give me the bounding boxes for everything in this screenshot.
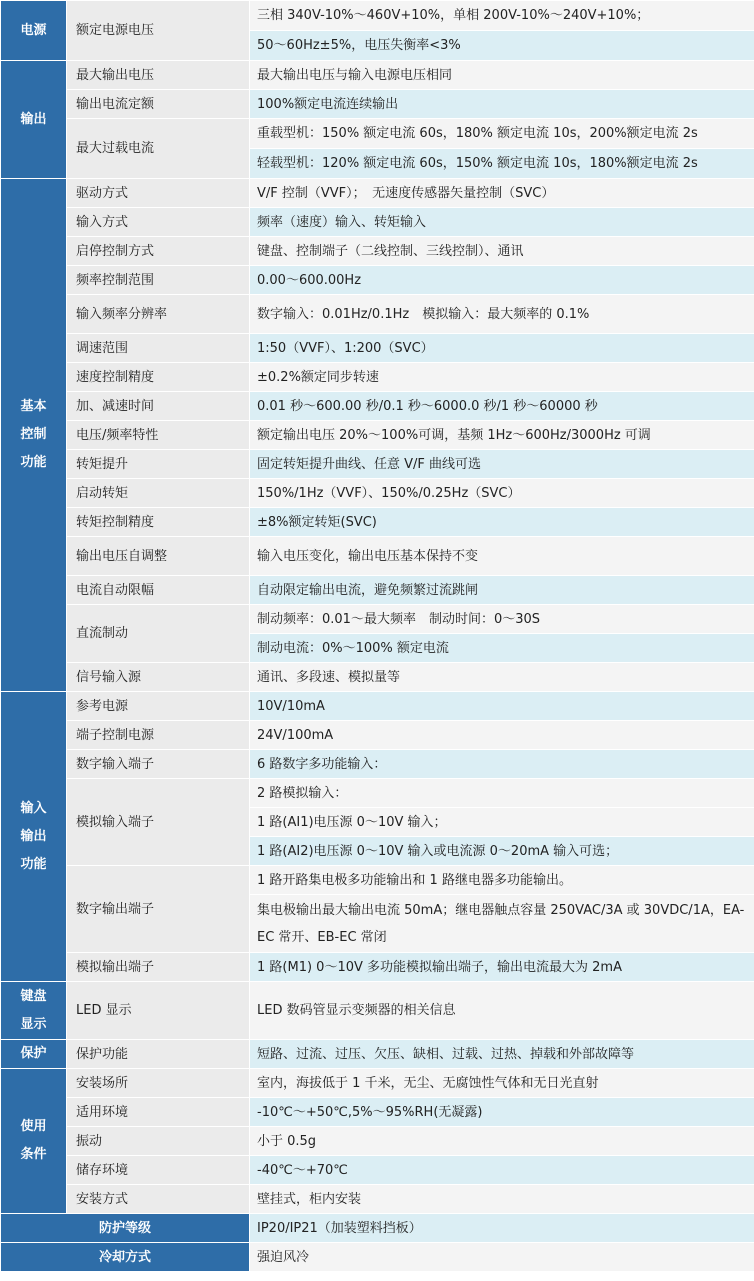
value-cell: V/F 控制（VVF）； 无速度传感器矢量控制（SVC）: [250, 179, 754, 208]
param-installation-site: 安装场所: [67, 1069, 250, 1098]
value-cell: 小于 0.5g: [250, 1127, 754, 1156]
param-analog-input-terminal: 模拟输入端子: [67, 779, 250, 866]
value-cell: 通讯、多段速、模拟量等: [250, 663, 754, 692]
value-cell: 键盘、控制端子（二线控制、三线控制）、通讯: [250, 237, 754, 266]
value-cell: 制动电流：0%～100% 额定电流: [250, 634, 754, 663]
value-cell: -40℃～+70℃: [250, 1156, 754, 1185]
category-power: 电源: [1, 1, 67, 61]
value-cell: 50～60Hz±5%，电压失衡率<3%: [250, 31, 754, 61]
value-cell: 制动频率：0.01～最大频率 制动时间：0～30S: [250, 605, 754, 634]
category-output: 输出: [1, 61, 67, 179]
value-cell: IP20/IP21（加装塑料挡板）: [250, 1214, 754, 1243]
category-io: 输入输出功能: [1, 692, 67, 982]
value-cell: 集电极输出最大输出电流 50mA；继电器触点容量 250VAC/3A 或 30VDC/1A，EA-EC 常开、EB-EC 常闭: [250, 895, 754, 953]
value-cell: 100%额定电流连续输出: [250, 90, 754, 119]
category-protection: 保护: [1, 1040, 67, 1069]
param-rated-voltage: 额定电源电压: [67, 1, 250, 61]
param-start-stop-control: 启停控制方式: [67, 237, 250, 266]
value-cell: 三相 340V-10%～460V+10%，单相 200V-10%～240V+10%；: [250, 1, 754, 31]
value-cell: 固定转矩提升曲线、任意 V/F 曲线可选: [250, 450, 754, 479]
value-cell: 1 路(AI1)电压源 0～10V 输入；: [250, 808, 754, 837]
param-frequency-range: 频率控制范围: [67, 266, 250, 295]
category-cooling-method: 冷却方式: [1, 1243, 250, 1272]
value-cell: 输入电压变化，输出电压基本保持不变: [250, 537, 754, 576]
value-cell: 强迫风冷: [250, 1243, 754, 1272]
value-cell: 1 路开路集电极多功能输出和 1 路继电器多功能输出。: [250, 866, 754, 895]
param-output-voltage-auto-adjust: 输出电压自调整: [67, 537, 250, 576]
value-cell: 轻载型机：120% 额定电流 60s，150% 额定电流 10s，180%额定电流 2s: [250, 149, 754, 179]
param-analog-output-terminal: 模拟输出端子: [67, 953, 250, 982]
category-keypad-display: 键盘显示: [1, 982, 67, 1040]
param-speed-accuracy: 速度控制精度: [67, 363, 250, 392]
param-installation-method: 安装方式: [67, 1185, 250, 1214]
value-cell: 150%/1Hz（VVF）、150%/0.25Hz（SVC）: [250, 479, 754, 508]
param-vf-characteristic: 电压/频率特性: [67, 421, 250, 450]
param-led-display: LED 显示: [67, 982, 250, 1040]
value-cell: 1 路(AI2)电压源 0～10V 输入或电流源 0～20mA 输入可选；: [250, 837, 754, 866]
param-torque-accuracy: 转矩控制精度: [67, 508, 250, 537]
param-frequency-resolution: 输入频率分辨率: [67, 295, 250, 334]
value-cell: 额定输出电压 20%～100%可调，基频 1Hz～600Hz/3000Hz 可调: [250, 421, 754, 450]
value-cell: 重载型机：150% 额定电流 60s，180% 额定电流 10s，200%额定电流 2s: [250, 119, 754, 149]
param-accel-decel-time: 加、减速时间: [67, 392, 250, 421]
value-cell: 6 路数字多功能输入：: [250, 750, 754, 779]
value-cell: 最大输出电压与输入电源电压相同: [250, 61, 754, 90]
value-cell: 数字输入：0.01Hz/0.1Hz 模拟输入：最大频率的 0.1%: [250, 295, 754, 334]
value-cell: 2 路模拟输入：: [250, 779, 754, 808]
value-cell: 室内，海拔低于 1 千米，无尘、无腐蚀性气体和无日光直射: [250, 1069, 754, 1098]
param-drive-mode: 驱动方式: [67, 179, 250, 208]
value-cell: 短路、过流、过压、欠压、缺相、过载、过热、掉载和外部故障等: [250, 1040, 754, 1069]
param-reference-power: 参考电源: [67, 692, 250, 721]
value-cell: 0.01 秒～600.00 秒/0.1 秒～6000.0 秒/1 秒～60000 秒: [250, 392, 754, 421]
value-cell: 10V/10mA: [250, 692, 754, 721]
param-speed-range: 调速范围: [67, 334, 250, 363]
value-cell: 1 路(M1) 0～10V 多功能模拟输出端子，输出电流最大为 2mA: [250, 953, 754, 982]
value-cell: 频率（速度）输入、转矩输入: [250, 208, 754, 237]
param-terminal-control-power: 端子控制电源: [67, 721, 250, 750]
value-cell: ±8%额定转矩(SVC): [250, 508, 754, 537]
value-cell: 壁挂式，柜内安装: [250, 1185, 754, 1214]
value-cell: 1:50（VVF）、1:200（SVC）: [250, 334, 754, 363]
category-usage-conditions: 使用条件: [1, 1069, 67, 1214]
param-storage-environment: 储存环境: [67, 1156, 250, 1185]
value-cell: 0.00～600.00Hz: [250, 266, 754, 295]
param-output-current-rating: 输出电流定额: [67, 90, 250, 119]
category-basic-control: 基本控制功能: [1, 179, 67, 692]
param-signal-input-source: 信号输入源: [67, 663, 250, 692]
param-applicable-environment: 适用环境: [67, 1098, 250, 1127]
category-protection-level: 防护等级: [1, 1214, 250, 1243]
param-max-overload-current: 最大过载电流: [67, 119, 250, 179]
param-protection-function: 保护功能: [67, 1040, 250, 1069]
param-dc-braking: 直流制动: [67, 605, 250, 663]
param-torque-boost: 转矩提升: [67, 450, 250, 479]
param-current-auto-limit: 电流自动限幅: [67, 576, 250, 605]
value-cell: LED 数码管显示变频器的相关信息: [250, 982, 754, 1040]
value-cell: -10℃～+50℃,5%～95%RH(无凝露): [250, 1098, 754, 1127]
param-digital-output-terminal: 数字输出端子: [67, 866, 250, 953]
value-cell: 自动限定输出电流，避免频繁过流跳闸: [250, 576, 754, 605]
param-input-mode: 输入方式: [67, 208, 250, 237]
param-max-output-voltage: 最大输出电压: [67, 61, 250, 90]
param-starting-torque: 启动转矩: [67, 479, 250, 508]
value-cell: ±0.2%额定同步转速: [250, 363, 754, 392]
param-vibration: 振动: [67, 1127, 250, 1156]
value-cell: 24V/100mA: [250, 721, 754, 750]
param-digital-input-terminal: 数字输入端子: [67, 750, 250, 779]
